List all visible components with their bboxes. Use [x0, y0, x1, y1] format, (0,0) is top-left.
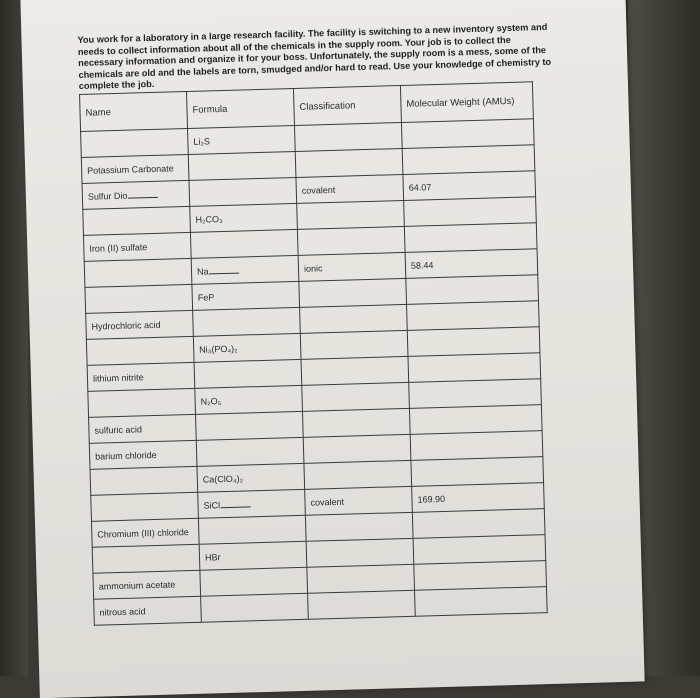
- header-molecular-weight: Molecular Weight (AMUs): [400, 82, 533, 123]
- cell-mw: [415, 587, 548, 617]
- cell-name-text: Potassium Carbonate: [87, 162, 174, 176]
- cell-formula: [190, 229, 298, 258]
- cell-name: [91, 492, 199, 521]
- cell-classification: [300, 304, 408, 333]
- cell-mw: [401, 119, 534, 149]
- cell-formula: [194, 359, 302, 388]
- cell-classification-text: covalent: [310, 496, 345, 508]
- cell-formula: [198, 489, 306, 518]
- cell-formula-text: N₂O₅: [200, 395, 222, 407]
- chemicals-table: [79, 81, 548, 625]
- cell-formula: [190, 203, 298, 232]
- cell-mw-text: 169.90: [417, 493, 446, 505]
- cell-formula: [195, 385, 303, 414]
- cell-formula-text: Li₂S: [193, 135, 211, 147]
- cell-name-text: Chromium (III) chloride: [97, 526, 189, 540]
- cell-classification: [300, 330, 408, 359]
- cell-name: [89, 440, 197, 469]
- cell-formula: [201, 593, 309, 622]
- cell-mw: [407, 301, 540, 331]
- cell-mw-text: 64.07: [408, 181, 432, 193]
- cell-formula-text: Ca(ClO₄)₂: [202, 473, 244, 485]
- cell-formula: [193, 333, 301, 362]
- header-name: Name: [80, 91, 188, 131]
- cell-name: [86, 310, 194, 339]
- cell-name: [92, 544, 200, 573]
- cell-formula: [191, 255, 299, 284]
- cell-mw: [413, 535, 546, 565]
- cell-name: [91, 518, 199, 547]
- cell-name: [94, 596, 202, 625]
- blank-line: [220, 498, 250, 508]
- header-classification: Classification: [293, 86, 401, 126]
- cell-mw-text: 58.44: [410, 259, 434, 271]
- cell-classification: [299, 278, 407, 307]
- cell-formula: [199, 541, 307, 570]
- cell-name-text: barium chloride: [95, 449, 157, 462]
- cell-name-text: Iron (II) sulfate: [89, 241, 148, 254]
- cell-name-text: lithium nitrite: [92, 371, 144, 384]
- cell-name: [90, 466, 198, 495]
- cell-name-text: nitrous acid: [99, 605, 146, 618]
- cell-name: [81, 128, 189, 157]
- header-formula: Formula: [187, 88, 295, 128]
- cell-mw: [403, 171, 536, 201]
- cell-mw: [409, 379, 542, 409]
- cell-classification: [297, 200, 405, 229]
- cell-mw: [406, 275, 539, 305]
- cell-name-text: Hydrochloric acid: [91, 319, 161, 332]
- blank-line: [208, 265, 238, 275]
- cell-mw: [414, 561, 547, 591]
- cell-classification: [308, 590, 416, 619]
- cell-formula-text: Ni₃(PO₄)₂: [199, 343, 238, 355]
- cell-formula-text: SiCl: [203, 500, 221, 511]
- cell-formula: [200, 567, 308, 596]
- cell-classification: [302, 408, 410, 437]
- cell-name: [86, 336, 194, 365]
- cell-formula: [189, 177, 297, 206]
- worksheet-paper: [20, 0, 644, 698]
- cell-formula: [188, 125, 296, 154]
- cell-classification: [296, 174, 404, 203]
- cell-formula-text: HBr: [204, 551, 221, 563]
- cell-mw: [411, 457, 544, 487]
- cell-formula: [196, 411, 304, 440]
- cell-mw: [402, 145, 535, 175]
- cell-name: [83, 232, 191, 261]
- cell-formula-text: Na: [196, 266, 209, 277]
- cell-classification: [305, 486, 413, 515]
- cell-name-text: ammonium acetate: [98, 578, 176, 592]
- cell-name: [88, 388, 196, 417]
- cell-name-text: Sulfur Dio: [87, 190, 128, 202]
- cell-classification: [302, 382, 410, 411]
- cell-mw: [410, 431, 543, 461]
- cell-formula: [197, 463, 305, 492]
- cell-mw: [408, 353, 541, 383]
- cell-formula: [188, 151, 296, 180]
- cell-formula-text: FeP: [197, 291, 215, 303]
- cell-classification: [298, 252, 406, 281]
- cell-classification: [295, 148, 403, 177]
- cell-classification: [294, 122, 402, 151]
- cell-formula: [198, 515, 306, 544]
- cell-classification: [301, 356, 409, 385]
- instructions-text: You work for a laboratory in a large research facility. The facility is switching to a new inventory system and needs to collect information about all of the chemicals in the supply room. Your job is to collect the necessary information and organize it for your boss. Unfortunately, the supply room is a mess, some of the chemicals are old and the labels are torn, smudged and/or hard to read. Use your knowledge of chemistry to complete the job.: [77, 21, 552, 92]
- cell-mw: [409, 405, 542, 435]
- cell-classification-text: covalent: [301, 184, 336, 196]
- cell-classification: [297, 226, 405, 255]
- cell-classification: [303, 434, 411, 463]
- blank-line: [127, 189, 157, 199]
- cell-name: [87, 362, 195, 391]
- cell-mw: [404, 223, 537, 253]
- cell-mw: [405, 249, 538, 279]
- cell-name: [93, 570, 201, 599]
- cell-classification: [305, 512, 413, 541]
- cell-formula: [193, 307, 301, 336]
- cell-name-text: sulfuric acid: [94, 423, 143, 436]
- cell-mw: [412, 483, 545, 513]
- cell-formula: [196, 437, 304, 466]
- cell-name: [84, 258, 192, 287]
- cell-name: [83, 206, 191, 235]
- cell-name: [85, 284, 193, 313]
- cell-mw: [407, 327, 540, 357]
- cell-classification-text: ionic: [303, 262, 323, 274]
- cell-classification: [307, 564, 415, 593]
- cell-classification: [306, 538, 414, 567]
- cell-classification: [304, 460, 412, 489]
- cell-mw: [412, 509, 545, 539]
- cell-formula-text: H₂CO₃: [195, 213, 223, 225]
- cell-name: [82, 180, 190, 209]
- cell-mw: [404, 197, 537, 227]
- cell-formula: [192, 281, 300, 310]
- cell-name: [89, 414, 197, 443]
- cell-name: [81, 154, 189, 183]
